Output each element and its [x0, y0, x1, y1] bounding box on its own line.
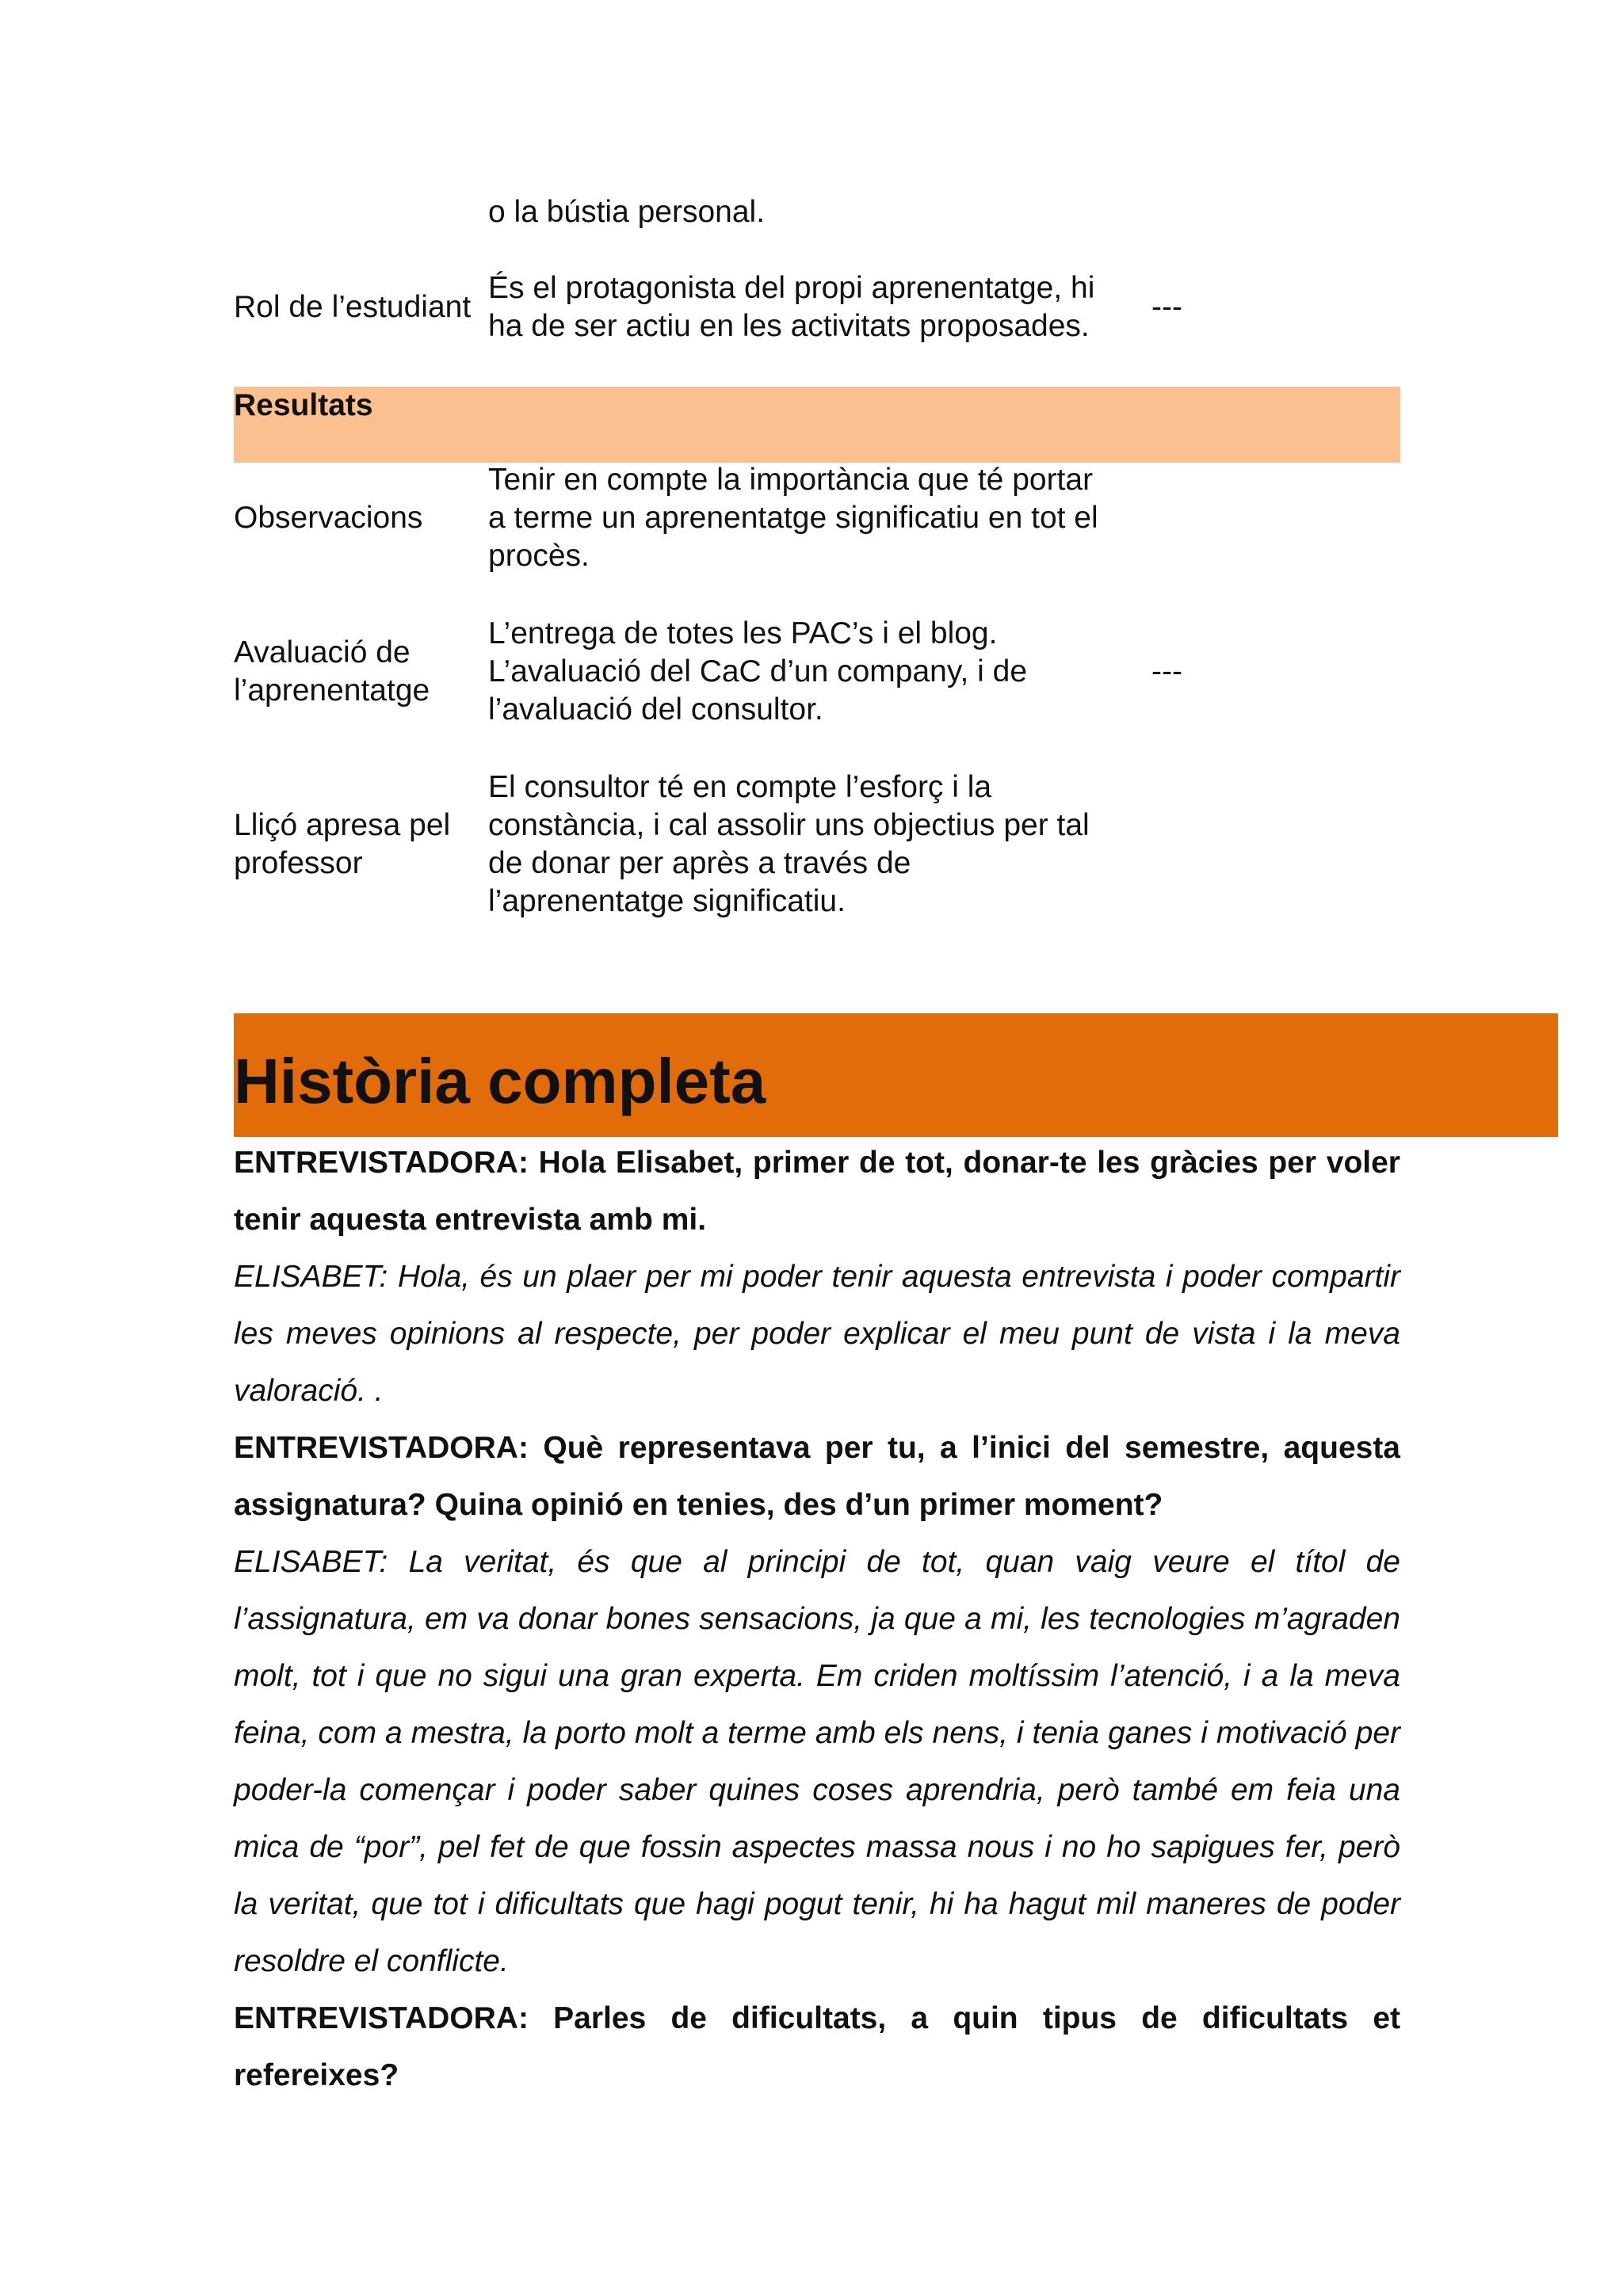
row-desc-rol: [488, 269, 1154, 345]
row-desc-line: És el protagonista del propi aprenentatge, hi: [488, 271, 1095, 305]
interviewer-question: ENTREVISTADORA: Parles de dificultats, a quin tipus de dificultats et refereixes?: [234, 2001, 1400, 2092]
row-desc-line: ha de ser actiu en les activitats proposades.: [488, 309, 1090, 343]
row-extra-avaluacio: ---: [1151, 654, 1182, 688]
table-row-rol: [234, 269, 1400, 349]
row-label-line: Avaluació de: [234, 635, 411, 669]
row-desc-line: l’aprenentatge significatiu.: [488, 884, 846, 918]
row-label-line: l’aprenentatge: [234, 673, 430, 707]
row-desc-line: l’avaluació del consultor.: [488, 692, 823, 727]
prev-row-desc: o la bústia personal.: [488, 195, 766, 229]
row-desc-line: a terme un aprenentatge significatiu en tot el: [488, 501, 1098, 535]
interviewee-answer: ELISABET: Hola, és un plaer per mi poder tenir aquesta entrevista i poder compartir les meves opinions al respecte, per poder explicar el meu punt de vista i la meva valoració. .: [234, 1260, 1400, 1408]
row-label-observacions: Observacions: [234, 501, 423, 535]
table-row-llico: [234, 769, 1400, 927]
table-row-avaluacio: [234, 615, 1400, 734]
section-heading-bar: [234, 1013, 1558, 1137]
row-extra-rol: ---: [1151, 290, 1182, 324]
interviewee-answer: ELISABET: La veritat, és que al principi de tot, quan vaig veure el títol de l’assignatura, em va donar bones sensacions, ja que a mi, les tecnologies m’agraden molt, tot i que no sigui una gran experta. Em criden moltíssim l’atenció, i a la meva feina, com a mestra, la porto molt a terme amb els nens, i tenia ganes i motivació per poder-la començar i poder saber quines coses aprendria, però també em feia una mica de “por”, pel fet de que fossin aspectes massa nous i no ho sapigues fer, però la veritat, que tot i dificultats que hagi pogut tenir, hi ha hagut mil maneres de poder resoldre el conflicte.: [234, 1545, 1400, 1978]
row-desc-avaluacio: [488, 615, 1154, 729]
row-desc-llico: [488, 769, 1154, 921]
page-heading: Història completa: [234, 1046, 766, 1116]
row-desc-line: procès.: [488, 539, 590, 573]
row-desc-line: Tenir en compte la importància que té portar: [488, 463, 1094, 497]
row-label-line: Lliçó apresa pel: [234, 808, 451, 842]
interviewer-question: ENTREVISTADORA: Hola Elisabet, primer de tot, donar-te les gràcies per voler tenir aquesta entrevista amb mi.: [234, 1146, 1400, 1237]
interviewer-question: ENTREVISTADORA: Què representava per tu, a l’inici del semestre, aquesta assignatura? Quina opinió en tenies, des d’un primer moment?: [234, 1431, 1400, 1522]
row-desc-observacions: [488, 461, 1154, 575]
section-header-resultats: [234, 387, 1400, 463]
table-row-observacions: [234, 461, 1400, 580]
row-desc-line: El consultor té en compte l’esforç i la: [488, 770, 992, 804]
row-label-line: professor: [234, 846, 363, 880]
row-label-rol: Rol de l’estudiant: [234, 290, 472, 324]
row-desc-line: L’entrega de totes les PAC’s i el blog.: [488, 616, 998, 650]
interview-text: [234, 1135, 1400, 2104]
row-desc-line: L’avaluació del CaC d’un company, i de: [488, 654, 1028, 688]
row-label-llico: [234, 807, 487, 883]
row-desc-line: de donar per après a través de: [488, 846, 911, 880]
row-label-avaluacio: [234, 634, 487, 710]
table-row-prev-tail: [234, 193, 1400, 233]
section-title: Resultats: [234, 388, 373, 422]
row-desc-line: constància, i cal assolir uns objectius per tal: [488, 808, 1090, 842]
